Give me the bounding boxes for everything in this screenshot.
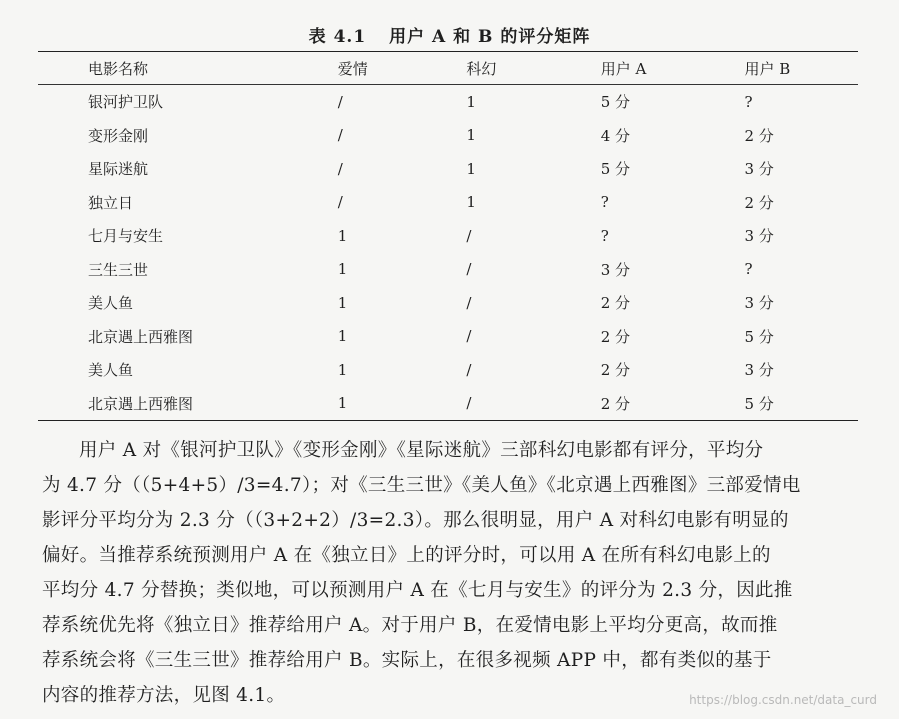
cell-user-a: ? xyxy=(600,226,609,245)
cell-user-b: 3 分 xyxy=(744,361,774,380)
table-row xyxy=(38,119,858,153)
cell-movie-name: 美人鱼 xyxy=(88,361,134,380)
cell-romance: 1 xyxy=(337,260,348,279)
table-row xyxy=(38,253,858,287)
table-body xyxy=(38,85,858,420)
table-row xyxy=(38,320,858,354)
cell-user-b: 3 分 xyxy=(744,227,774,246)
cell-user-b: 2 分 xyxy=(744,126,774,145)
header-movie-name: 电影名称 xyxy=(88,59,149,78)
cell-scifi: / xyxy=(466,226,472,245)
cell-user-b: 5 分 xyxy=(744,394,774,413)
cell-user-a: 5 分 xyxy=(600,93,631,112)
cell-user-b: ? xyxy=(744,260,753,279)
cell-scifi: 1 xyxy=(466,159,476,178)
cell-user-a: 2 分 xyxy=(600,294,631,313)
table-title: 用户 A 和 B 的评分矩阵 xyxy=(389,27,591,47)
table-row xyxy=(38,353,858,387)
watermark-url: https://blog.csdn.net/data_curd xyxy=(689,693,877,707)
paragraph-line: 平均分 4.7 分替换；类似地，可以预测用户 A 在《七月与安生》的评分为 2.3 分，因此推 xyxy=(42,580,793,601)
paragraph-line: 内容的推荐方法，见图 4.1。 xyxy=(42,685,286,706)
table-header-row xyxy=(38,52,858,85)
cell-scifi: 1 xyxy=(466,193,476,212)
cell-romance: 1 xyxy=(337,226,348,245)
table-caption xyxy=(0,22,899,47)
cell-romance: 1 xyxy=(337,360,348,379)
cell-scifi: 1 xyxy=(466,92,476,111)
cell-user-b: 2 分 xyxy=(744,193,774,212)
rating-matrix-table xyxy=(38,51,858,421)
cell-romance: / xyxy=(337,126,343,145)
cell-movie-name: 北京遇上西雅图 xyxy=(88,327,194,346)
header-scifi: 科幻 xyxy=(466,59,497,78)
cell-scifi: / xyxy=(466,394,472,413)
cell-movie-name: 三生三世 xyxy=(88,260,149,279)
body-paragraph xyxy=(42,433,872,713)
cell-user-a: 4 分 xyxy=(600,126,631,145)
cell-movie-name: 独立日 xyxy=(88,193,134,212)
table-row xyxy=(38,152,858,186)
cell-movie-name: 变形金刚 xyxy=(88,126,149,145)
cell-scifi: / xyxy=(466,327,472,346)
paragraph-line: 为 4.7 分（（5+4+5）/3=4.7）；对《三生三世》《美人鱼》《北京遇上西雅图》三部爱情电 xyxy=(42,475,801,496)
cell-romance: / xyxy=(337,92,343,111)
cell-scifi: / xyxy=(466,260,472,279)
cell-romance: / xyxy=(337,193,343,212)
cell-romance: 1 xyxy=(337,327,348,346)
cell-user-b: 5 分 xyxy=(744,327,774,346)
cell-movie-name: 北京遇上西雅图 xyxy=(88,394,194,413)
paragraph-line: 荐系统会将《三生三世》推荐给用户 B。实际上，在很多视频 APP 中，都有类似的基于 xyxy=(42,650,772,671)
cell-user-a: ? xyxy=(600,193,609,212)
table-row xyxy=(38,219,858,253)
cell-romance: 1 xyxy=(337,293,348,312)
cell-romance: 1 xyxy=(337,394,348,413)
cell-user-b: 3 分 xyxy=(744,294,774,313)
cell-movie-name: 星际迷航 xyxy=(88,160,149,179)
table-number: 表 4.1 xyxy=(308,27,367,47)
cell-user-a: 2 分 xyxy=(600,327,631,346)
paragraph-line: 荐系统优先将《独立日》推荐给用户 A。对于用户 B，在爱情电影上平均分更高，故而推 xyxy=(42,615,778,636)
cell-user-a: 5 分 xyxy=(600,160,631,179)
paragraph-line: 偏好。当推荐系统预测用户 A 在《独立日》上的评分时，可以用 A 在所有科幻电影上的 xyxy=(42,545,771,566)
header-user-a: 用户 A xyxy=(600,59,647,78)
header-user-b: 用户 B xyxy=(744,59,791,78)
cell-movie-name: 美人鱼 xyxy=(88,294,134,313)
cell-movie-name: 银河护卫队 xyxy=(88,93,164,112)
cell-user-b: ? xyxy=(744,92,753,111)
paragraph-line: 影评分平均分为 2.3 分（（3+2+2）/3=2.3）。那么很明显，用户 A 对科幻电影有明显的 xyxy=(42,510,789,531)
header-romance: 爱情 xyxy=(337,59,368,78)
table-row xyxy=(38,387,858,421)
cell-scifi: 1 xyxy=(466,126,476,145)
paragraph-line: 用户 A 对《银河护卫队》《变形金刚》《星际迷航》三部科幻电影都有评分，平均分 xyxy=(79,440,764,461)
table-row xyxy=(38,186,858,220)
cell-scifi: / xyxy=(466,360,472,379)
table-row xyxy=(38,286,858,320)
cell-scifi: / xyxy=(466,293,472,312)
cell-romance: / xyxy=(337,159,343,178)
cell-user-a: 2 分 xyxy=(600,394,631,413)
cell-user-b: 3 分 xyxy=(744,160,774,179)
cell-movie-name: 七月与安生 xyxy=(88,227,164,246)
cell-user-a: 2 分 xyxy=(600,361,631,380)
table-row xyxy=(38,85,858,119)
cell-user-a: 3 分 xyxy=(600,260,631,279)
